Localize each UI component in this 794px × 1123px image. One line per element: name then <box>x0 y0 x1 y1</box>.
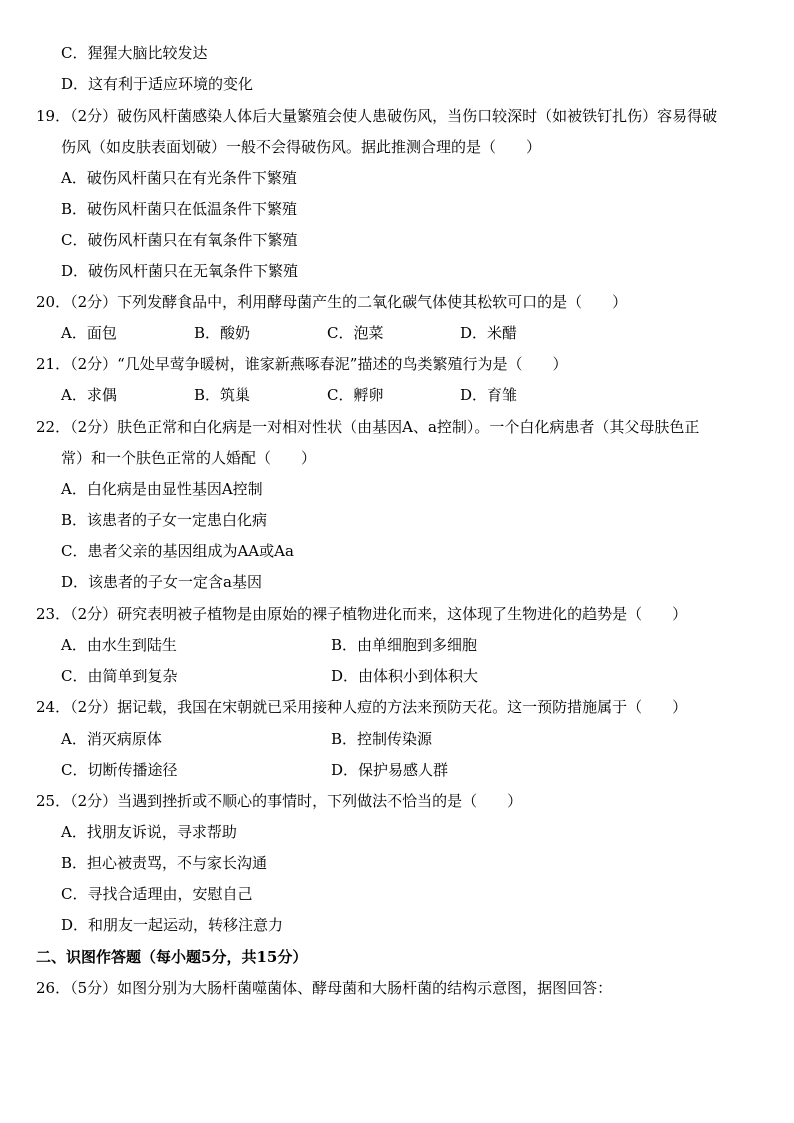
q24-option-a: A．消灭病原体 <box>61 730 162 748</box>
q25-option-c: C．寻找合适理由，安慰自己 <box>61 885 253 903</box>
q22-stem-line1: 22．（2分）肤色正常和白化病是一对相对性状（由基因A、a控制）。一个白化病患者（其父母肤色正 <box>36 418 700 436</box>
q25-stem: 25．（2分）当遇到挫折或不顺心的事情时，下列做法不恰当的是（ ） <box>36 792 523 810</box>
q25-option-a: A．找朋友诉说，寻求帮助 <box>61 823 237 841</box>
q21-option-b: B．筑巢 <box>194 386 251 404</box>
q20-option-d: D．米醋 <box>460 324 518 342</box>
q19-option-c: C．破伤风杆菌只在有氧条件下繁殖 <box>61 231 298 249</box>
q23-option-b: B．由单细胞到多细胞 <box>331 636 478 654</box>
q23-options-row1 <box>61 635 601 655</box>
q22-option-d: D．该患者的子女一定含a基因 <box>61 573 262 591</box>
q24-option-d: D．保护易感人群 <box>331 761 449 779</box>
q25-option-d: D．和朋友一起运动，转移注意力 <box>61 916 284 934</box>
q22-option-b: B．该患者的子女一定患白化病 <box>61 511 268 529</box>
q22-option-a: A．白化病是由显性基因A控制 <box>61 480 263 498</box>
q19-stem-line1: 19．（2分）破伤风杆菌感染人体后大量繁殖会使人患破伤风，当伤口较深时（如被铁钉扎伤）容易得破 <box>36 107 718 125</box>
q21-option-d: D．育雏 <box>460 386 518 404</box>
section2-title: 二、识图作答题（每小题5分，共15分） <box>36 948 308 966</box>
q24-option-b: B．控制传染源 <box>331 730 433 748</box>
q19-option-d: D．破伤风杆菌只在无氧条件下繁殖 <box>61 262 299 280</box>
q24-stem: 24．（2分）据记载，我国在宋朝就已采用接种人痘的方法来预防天花。这一预防措施属于（ ） <box>36 698 688 716</box>
q18-option-c: C．猩猩大脑比较发达 <box>61 44 208 62</box>
q21-option-a: A．求偶 <box>61 386 117 404</box>
q20-stem: 20．（2分）下列发酵食品中，利用酵母菌产生的二氧化碳气体使其松软可口的是（ ） <box>36 293 628 311</box>
q23-option-a: A．由水生到陆生 <box>61 636 177 654</box>
q24-options-row1 <box>61 729 601 749</box>
q21-options <box>61 385 593 405</box>
q24-options-row2 <box>61 760 601 780</box>
q19-stem-line2: 伤风（如皮肤表面划破）一般不会得破伤风。据此推测合理的是（ ） <box>61 138 542 156</box>
q23-option-d: D．由体积小到体积大 <box>331 667 479 685</box>
q19-option-b: B．破伤风杆菌只在低温条件下繁殖 <box>61 200 298 218</box>
q18-option-d: D．这有利于适应环境的变化 <box>61 75 254 93</box>
q22-option-c: C．患者父亲的基因组成为AA或Aa <box>61 542 294 560</box>
q21-stem: 21．（2分）“几处早莺争暖树，谁家新燕啄春泥”描述的鸟类繁殖行为是（ ） <box>36 355 568 373</box>
q23-options-row2 <box>61 666 601 686</box>
q23-stem: 23．（2分）研究表明被子植物是由原始的裸子植物进化而来，这体现了生物进化的趋势是（ ） <box>36 605 688 623</box>
q24-option-c: C．切断传播途径 <box>61 761 178 779</box>
q23-option-c: C．由简单到复杂 <box>61 667 178 685</box>
q20-option-a: A．面包 <box>61 324 117 342</box>
q20-option-c: C．泡菜 <box>327 324 384 342</box>
q20-options <box>61 323 593 343</box>
q21-option-c: C．孵卵 <box>327 386 384 404</box>
q26-stem: 26．（5分）如图分别为大肠杆菌噬菌体、酵母菌和大肠杆菌的结构示意图，据图回答： <box>36 979 613 997</box>
q20-option-b: B．酸奶 <box>194 324 251 342</box>
q22-stem-line2: 常）和一个肤色正常的人婚配（ ） <box>61 449 317 467</box>
q25-option-b: B．担心被责骂，不与家长沟通 <box>61 854 268 872</box>
q19-option-a: A．破伤风杆菌只在有光条件下繁殖 <box>61 169 297 187</box>
